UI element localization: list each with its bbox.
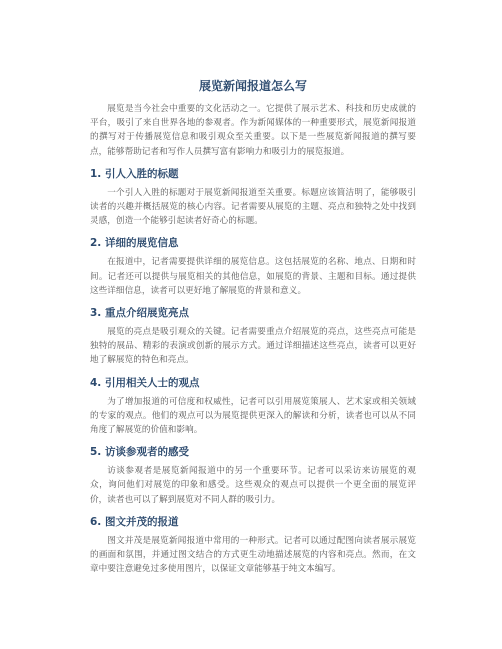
document-page (90, 78, 416, 576)
section-2 (90, 236, 416, 298)
document-title: 展览新闻报道怎么写 (198, 79, 307, 93)
section-paragraph: 访谈参观者是展览新闻报道中的另一个重要环节。记者可以采访来访展览的观众，询问他们对展览的印象和感受。这些观众的观点可以提供一个更全面的展览评价，读者也可以了解到展览对不同人群的吸引力。 (90, 466, 416, 505)
section-heading: 2. 详细的展览信息 (90, 237, 179, 250)
section-heading: 4. 引用相关人士的观点 (90, 376, 200, 389)
section-heading: 3. 重点介绍展览亮点 (90, 307, 189, 320)
section-4 (90, 376, 416, 438)
section-paragraph: 一个引人入胜的标题对于展览新闻报道至关重要。标题应该简洁明了，能够吸引读者的兴趣并概括展览的核心内容。记者需要从展览的主题、亮点和独特之处中找到灵感，创造一个能够引起读者好奇心的标题。 (90, 187, 416, 227)
section-3 (90, 306, 416, 368)
section-5 (90, 445, 416, 507)
section-paragraph: 图文并茂是展览新闻报道中常用的一种形式。记者可以通过配图向读者展示展览的画面和氛围，并通过图文结合的方式更生动地描述展览的内容和亮点。然而，在文章中要注意避免过多使用图片，以保证文章能够基于纯文本编写。 (90, 535, 416, 575)
section-heading: 1. 引人入胜的标题 (90, 167, 179, 180)
section-1 (90, 167, 416, 229)
section-heading: 5. 访谈参观者的感受 (90, 446, 189, 459)
section-paragraph: 为了增加报道的可信度和权威性，记者可以引用展览策展人、艺术家或相关领域的专家的观点。他们的观点可以为展览提供更深入的解读和分析，读者也可以从不同角度了解展览的价值和影响。 (90, 396, 416, 436)
section-paragraph: 在报道中，记者需要提供详细的展览信息。这包括展览的名称、地点、日期和时间。记者还可以提供与展览相关的其他信息，如展览的背景、主题和目标。通过提供这些详细信息，读者可以更好地了解展览的背景和意义。 (90, 257, 416, 296)
intro-paragraph: 展览是当今社会中重要的文化活动之一。它提供了展示艺术、科技和历史成就的平台，吸引了来自世界各地的参观者。作为新闻媒体的一种重要形式，展览新闻报道的撰写对于传播展览信息和吸引观众至关重要。以下是一些展览新闻报道的撰写要点，能够帮助记者和写作人员撰写富有影响力和吸引力的展览报道。 (90, 104, 416, 157)
section-heading: 6. 图文并茂的报道 (90, 515, 179, 528)
section-paragraph: 展览的亮点是吸引观众的关键。记者需要重点介绍展览的亮点，这些亮点可能是独特的展品、精彩的表演或创新的展示方式。通过详细描述这些亮点，读者可以更好地了解展览的特色和亮点。 (90, 327, 416, 366)
section-6 (90, 515, 416, 577)
